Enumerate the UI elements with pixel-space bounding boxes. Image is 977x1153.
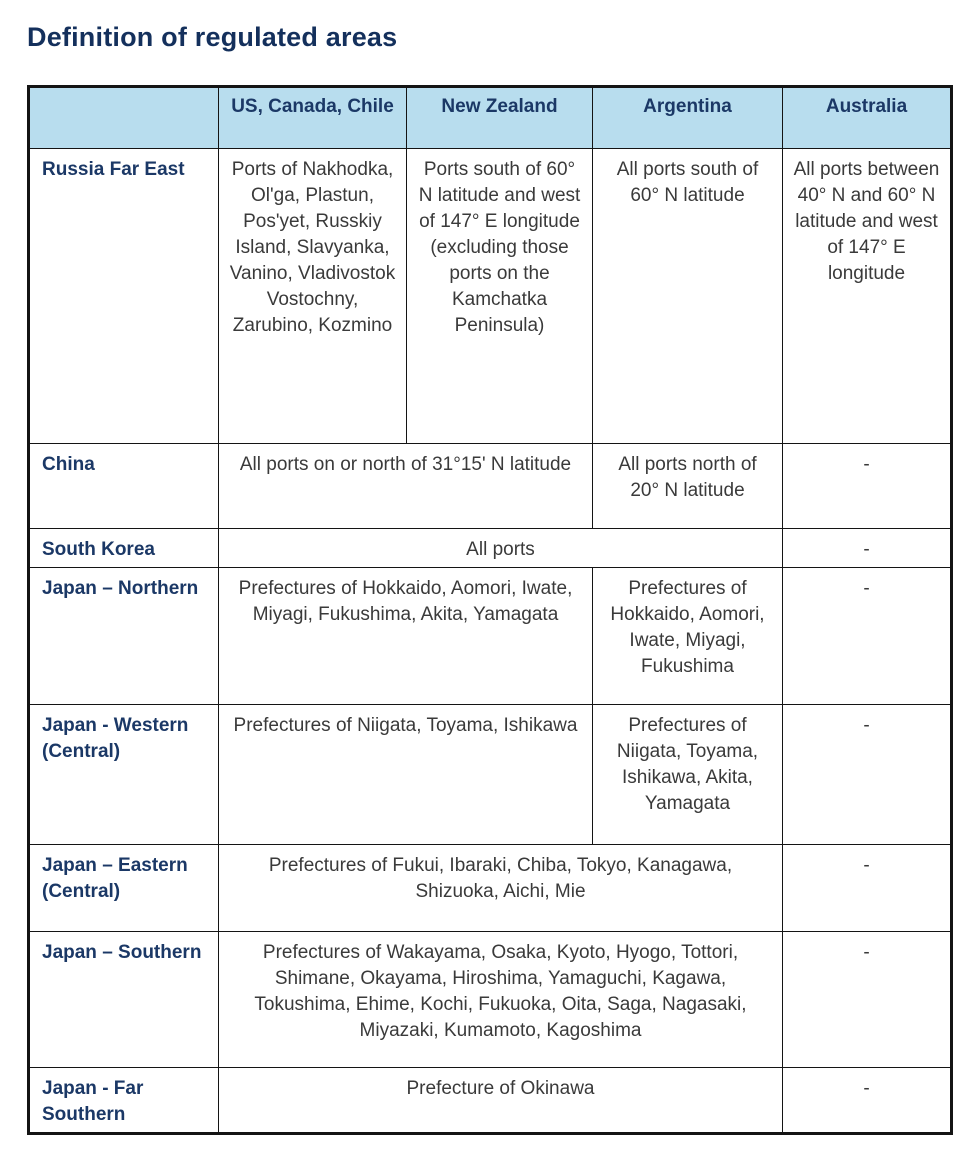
table-header-row [29,87,952,149]
table-row [29,932,952,1068]
table-row [29,845,952,932]
cell-japan-northern-us-canada-chile-new-zealand: Prefectures of Hokkaido, Aomori, Iwate, Miyagi, Fukushima, Akita, Yamagata [219,568,593,705]
cell-japan-western-argentina: Prefectures of Niigata, Toyama, Ishikawa, Akita, Yamagata [593,705,783,845]
cell-china-australia: - [783,444,952,529]
row-label-south-korea: South Korea [29,529,219,568]
row-label-japan-northern: Japan – Northern [29,568,219,705]
table-row [29,529,952,568]
row-label-japan-western-central: Japan - Western (Central) [29,705,219,845]
column-header-argentina: Argentina [593,87,783,149]
row-label-japan-southern: Japan – Southern [29,932,219,1068]
cell-south-korea-australia: - [783,529,952,568]
cell-china-us-canada-chile-new-zealand: All ports on or north of 31°15' N latitude [219,444,593,529]
row-label-japan-eastern-central: Japan – Eastern (Central) [29,845,219,932]
page-title: Definition of regulated areas [27,22,398,52]
cell-russia-us-canada-chile: Ports of Nakhodka, Ol'ga, Plastun, Pos'yet, Russkiy Island, Slavyanka, Vanino, Vladivostok Vostochny, Zarubino, Kozmino [219,149,407,444]
cell-russia-new-zealand: Ports south of 60° N latitude and west of 147° E longitude (excluding those ports on the Kamchatka Peninsula) [407,149,593,444]
cell-russia-argentina: All ports south of 60° N latitude [593,149,783,444]
cell-japan-northern-argentina: Prefectures of Hokkaido, Aomori, Iwate, Miyagi, Fukushima [593,568,783,705]
cell-japan-far-southern-all: Prefecture of Okinawa [219,1068,783,1134]
cell-japan-western-us-canada-chile-new-zealand: Prefectures of Niigata, Toyama, Ishikawa [219,705,593,845]
cell-japan-southern-all: Prefectures of Wakayama, Osaka, Kyoto, Hyogo, Tottori, Shimane, Okayama, Hiroshima, Yamaguchi, Kagawa, Tokushima, Ehime, Kochi, Fukuoka, Oita, Saga, Nagasaki, Miyazaki, Kumamoto, Kagoshima [219,932,783,1068]
cell-japan-eastern-all: Prefectures of Fukui, Ibaraki, Chiba, Tokyo, Kanagawa, Shizuoka, Aichi, Mie [219,845,783,932]
cell-south-korea-all: All ports [219,529,783,568]
table-row [29,149,952,444]
cell-japan-far-southern-australia: - [783,1068,952,1134]
cell-china-argentina: All ports north of 20° N latitude [593,444,783,529]
column-header-australia: Australia [783,87,952,149]
table-row [29,1068,952,1134]
table-row [29,444,952,529]
row-label-russia-far-east: Russia Far East [29,149,219,444]
column-header-us-canada-chile: US, Canada, Chile [219,87,407,149]
cell-japan-eastern-australia: - [783,845,952,932]
regulated-areas-table [27,85,953,1135]
cell-russia-australia: All ports between 40° N and 60° N latitude and west of 147° E longitude [783,149,952,444]
cell-japan-northern-australia: - [783,568,952,705]
table-row [29,568,952,705]
corner-header-cell [29,87,219,149]
cell-japan-western-australia: - [783,705,952,845]
cell-japan-southern-australia: - [783,932,952,1068]
row-label-china: China [29,444,219,529]
row-label-japan-far-southern: Japan - Far Southern [29,1068,219,1134]
column-header-new-zealand: New Zealand [407,87,593,149]
table-row [29,705,952,845]
